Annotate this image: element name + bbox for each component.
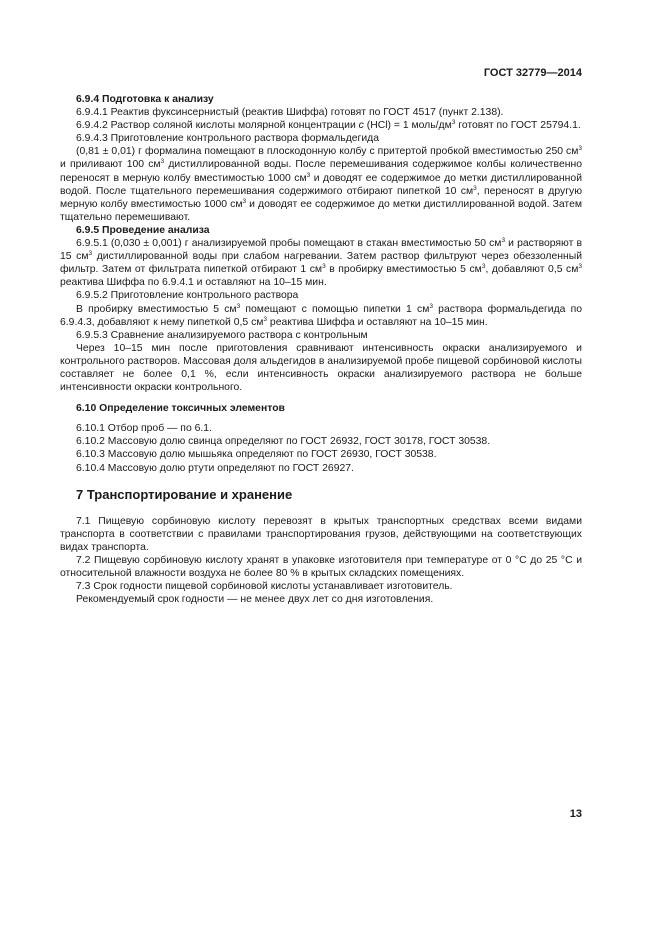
paragraph-6-9-5-3: 6.9.5.3 Сравнение анализируемого раствора с контрольным: [76, 329, 368, 341]
paragraph-6-9-4-3: 6.9.4.3 Приготовление контрольного раствора формальдегида: [76, 133, 379, 145]
superscript: 3: [501, 237, 506, 245]
paragraph-6-10-4: 6.10.4 Массовую долю ртути определяют по ГОСТ 26927.: [76, 462, 354, 474]
text: помещают с помощью пипетки 1 см: [240, 303, 430, 315]
text: реактива Шиффа и оставляют на 10–15 мин.: [267, 316, 488, 328]
superscript: 3: [473, 184, 477, 192]
text: и приливают 100 см: [60, 159, 161, 171]
document-id: ГОСТ 32779—2014: [483, 67, 582, 79]
text: раствора формальдегида по 6.9.4.3, добавляют к нему пипеткой 0,5 см: [60, 303, 583, 328]
text: , переносят в другую мерную колбу вместимостью 1000 см: [60, 185, 582, 210]
paragraph-6-9-4-3-body: [60, 145, 582, 224]
superscript: 3: [578, 263, 582, 271]
paragraph-6-9-4-1: 6.9.4.1 Реактив фуксинсернистый (реактив Шиффа) готовят по ГОСТ 4517 (пункт 2.138).: [76, 107, 504, 119]
text: В пробирку вместимостью 5 см: [76, 303, 237, 315]
text: 6.9.5.1 (0,030 ± 0,001) г анализируемой пробы помещают в стакан вместимостью 50 см: [76, 238, 502, 250]
text: дистиллированной воды. После перемешивания содержимое колбы количественно переносят в мерную колбу вместимостью 1000 см: [60, 159, 582, 184]
paragraph-7-3: 7.3 Срок годности пищевой сорбиновой кислоты устанавливает изготовитель.: [76, 581, 453, 593]
text: и доводят ее содержимое до метки дистиллированной водой. Затем тщательно перемешивают.: [60, 198, 582, 223]
heading-6-9-5: 6.9.5 Проведение анализа: [76, 224, 210, 236]
text: готовят по ГОСТ 25794.1.: [455, 120, 581, 132]
text: (HCl) = 1 моль/дм: [363, 120, 452, 132]
text: реактива Шиффа по 6.9.4.1 и оставляют на 10–15 мин.: [60, 277, 327, 289]
text: и растворяют в 15 см: [60, 238, 582, 263]
superscript: 3: [236, 302, 241, 310]
paragraph-recommended-shelf-life: Рекомендуемый срок годности — не менее двух лет со дня изготовления.: [76, 594, 434, 606]
superscript: 3: [481, 263, 486, 271]
paragraph-6-9-5-1: [60, 237, 582, 289]
superscript: 3: [160, 158, 165, 166]
superscript: 3: [451, 119, 456, 127]
superscript: 3: [429, 302, 433, 310]
page-content: [60, 93, 582, 606]
text: дистиллированной воды при слабом нагревании. Затем раствор фильтруют через обеззоленный фильтр. Затем от фильтрата пипеткой отбирают 1 см: [60, 251, 582, 276]
superscript: 3: [322, 263, 326, 271]
superscript: 3: [306, 171, 311, 179]
paragraph-6-10-1: 6.10.1 Отбор проб — по 6.1.: [76, 423, 212, 435]
text: , добавляют 0,5 см: [485, 264, 579, 276]
superscript: 3: [263, 315, 268, 323]
heading-6-10: 6.10 Определение токсичных элементов: [76, 403, 285, 415]
text: и доводят ее содержимое до метки дистиллированной водой. После тщательного перемешивания содержимого отбирают пипеткой 10 см: [60, 172, 582, 197]
heading-6-9-4: 6.9.4 Подготовка к анализу: [76, 94, 214, 105]
paragraph-6-9-4-2: [60, 119, 582, 132]
paragraph-6-9-5-3-body: Через 10–15 мин после приготовления сравнивают интенсивность окраски анализируемого и контрольного растворов. Массовая доля альдегидов в анализируемой пробе пищевой сорбиновой кислоты составляет не более 0,1 %, если интенсивность окраски анализируемого раствора не больше интенсивности окраски контрольного.: [60, 342, 582, 394]
superscript: 3: [88, 250, 93, 258]
superscript: 3: [242, 197, 247, 205]
variable-c: c: [358, 120, 364, 132]
paragraph-6-9-5-2: 6.9.5.2 Приготовление контрольного раствора: [76, 290, 299, 302]
paragraph-7-2: 7.2 Пищевую сорбиновую кислоту хранят в упаковке изготовителя при температуре от 0 °С до 25 °С и относительной влажности воздуха не более 80 % в крытых складских помещениях.: [60, 555, 582, 580]
paragraph-6-9-5-2-body: [60, 303, 582, 329]
superscript: 3: [578, 145, 582, 153]
page-number: 13: [569, 808, 582, 820]
text: (0,81 ± 0,01) г формалина помещают в плоскодонную колбу с притертой пробкой вместимостью 250 см: [76, 146, 579, 158]
paragraph-6-10-3: 6.10.3 Массовую долю мышьяка определяют по ГОСТ 26930, ГОСТ 30538.: [76, 449, 437, 461]
paragraph-6-10-2: 6.10.2 Массовую долю свинца определяют по ГОСТ 26932, ГОСТ 30178, ГОСТ 30538.: [76, 436, 491, 448]
paragraph-7-1: 7.1 Пищевую сорбиновую кислоту перевозят в крытых транспортных средствах всеми видами транспорта в соответствии с правилами транспортирования грузов, действующими на соответствующих видах транспорта.: [60, 515, 582, 553]
heading-section-7: 7 Транспортирование и хранение: [76, 486, 293, 502]
text: 6.9.4.2 Раствор соляной кислоты молярной концентрации: [76, 120, 359, 132]
text: в пробирку вместимостью 5 см: [325, 264, 482, 276]
